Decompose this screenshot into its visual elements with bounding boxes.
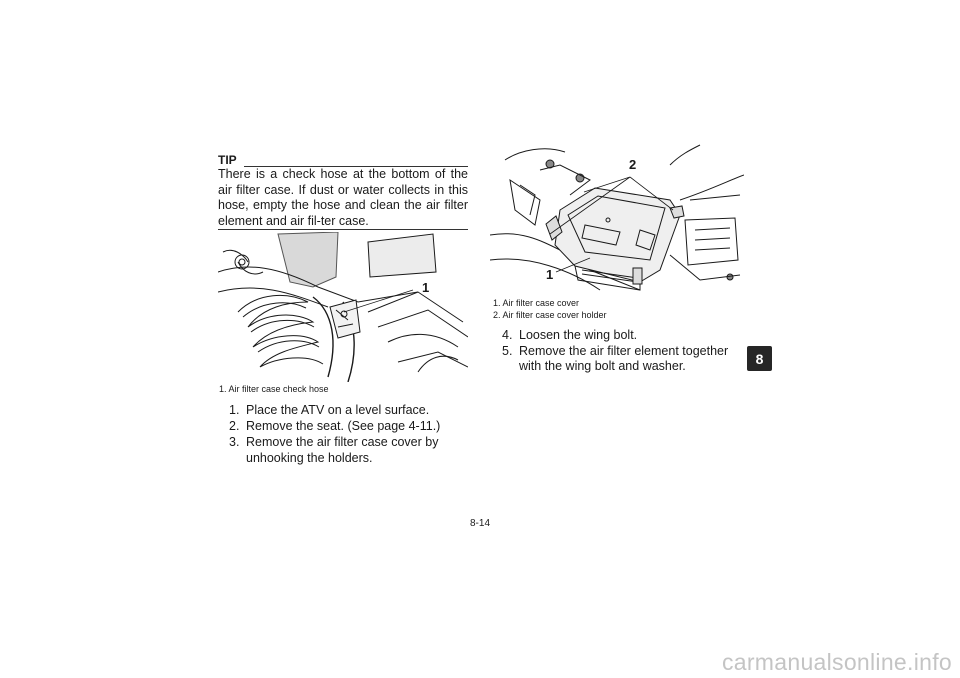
step-number: 1.: [229, 403, 240, 417]
step-number: 5.: [502, 344, 513, 359]
step-number: 3.: [229, 435, 240, 450]
caption-item: 2. Air filter case cover holder: [493, 310, 607, 320]
step-item: [502, 328, 744, 343]
figure2-callout-2: 2: [629, 157, 637, 172]
figure1-callout-1: 1: [422, 280, 430, 295]
step-item: [229, 435, 469, 465]
step-number: 4.: [502, 328, 513, 342]
step-text: Remove the seat. (See page 4-11.): [246, 419, 441, 434]
steps-list-right: [502, 328, 744, 376]
figure-check-hose: [218, 232, 468, 382]
figure1-caption: [219, 383, 329, 395]
figure2-callout-1: 1: [546, 267, 554, 282]
step-text: Place the ATV on a level surface.: [246, 403, 430, 417]
step-number: 2.: [229, 419, 240, 434]
step-item: [502, 344, 744, 374]
section-tab: 8: [747, 346, 772, 371]
caption-item: 1. Air filter case cover: [493, 298, 580, 308]
caption-item: 1. Air filter case check hose: [219, 384, 329, 394]
tip-label: TIP: [218, 153, 237, 167]
page-number: 8-14: [469, 518, 490, 529]
tip-end-rule: [218, 229, 468, 230]
figure2-caption: [493, 297, 607, 321]
watermark: carmanualsonline.info: [721, 649, 952, 675]
tip-heading: [218, 153, 468, 167]
step-item: [229, 419, 469, 434]
steps-list-left: [229, 403, 469, 467]
tip-text: There is a check hose at the bottom of the air filter case. If dust or water collects in this hose, empty the hose and clean the air filter element and air fil-ter case.: [218, 167, 468, 228]
step-text: Loosen the wing bolt.: [519, 328, 638, 342]
step-text: Remove the air filter case cover by unhooking the holders.: [246, 435, 439, 465]
step-item: [229, 403, 469, 418]
step-text: Remove the air filter element together with the wing bolt and washer.: [519, 344, 729, 374]
figure-case-cover: [490, 140, 744, 297]
